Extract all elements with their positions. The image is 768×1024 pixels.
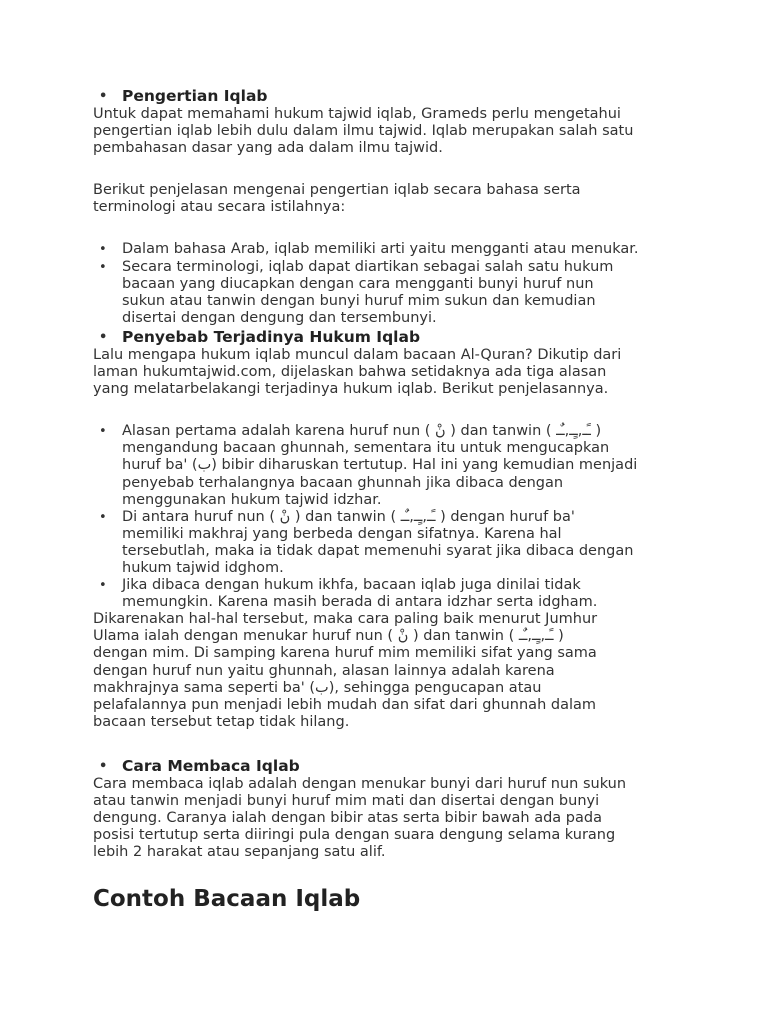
paragraph-intro (93, 106, 693, 157)
text-line: sukun atau tanwin dengan bunyi huruf mim sukun dan kemudian (122, 292, 596, 309)
bullet-icon: • (99, 259, 107, 275)
bullet-icon: • (99, 509, 107, 525)
text-line: Dikarenakan hal-hal tersebut, maka cara paling baik menurut Jumhur (93, 611, 598, 628)
text-line: atau tanwin menjadi bunyi huruf mim mati dan disertai dengan bunyi (93, 793, 600, 809)
paragraph-cause-lead (93, 347, 693, 398)
text-line: pelafalannya pun menjadi lebih mudah dan sifat dari ghunnah dalam (93, 696, 596, 713)
text-line: Alasan pertama adalah karena huruf nun ( نْ ) dan tanwin ( ـًـ,ـٍـ,ـٌـ ) (122, 423, 602, 440)
heading-pengertian-iqlab (93, 86, 693, 106)
text-line: dengan mim. Di samping karena huruf mim memiliki sifat yang sama (93, 645, 597, 662)
bullet-icon: • (99, 89, 108, 104)
list-item (93, 241, 693, 258)
text-line: Ulama ialah dengan menukar huruf nun ( نْ ) dan tanwin ( ـًـ,ـٍـ,ـٌـ ) (93, 628, 564, 645)
text-line: bacaan tersebut tetap tidak hilang. (93, 713, 350, 730)
bullet-icon: • (99, 758, 108, 774)
heading-text: Pengertian Iqlab (122, 87, 268, 105)
reasons-list (93, 423, 693, 611)
text-line: Jika dibaca dengan hukum ikhfa, bacaan iqlab juga dinilai tidak (122, 577, 581, 594)
text-line: Untuk dapat memahami hukum tajwid iqlab, Grameds perlu mengetahui (93, 106, 621, 122)
bullet-icon: • (99, 329, 108, 345)
bullet-icon: • (99, 424, 107, 440)
heading-text: Penyebab Terjadinya Hukum Iqlab (122, 327, 421, 346)
text-line: Berikut penjelasan mengenai pengertian iqlab secara bahasa serta (93, 182, 581, 199)
text-line: Cara membaca iqlab adalah dengan menukar bunyi dari huruf nun sukun (93, 775, 627, 792)
text-line: bacaan yang diucapkan dengan cara mengganti bunyi huruf nun (122, 275, 594, 292)
text-line: pembahasan dasar yang ada dalam ilmu tajwid. (93, 140, 443, 157)
text-line: penyebab terhalangnya bacaan ghunnah jika dibaca dengan (122, 474, 564, 491)
text-line: tersebutlah, maka ia tidak dapat memenuhi syarat jika dibaca dengan (122, 542, 634, 559)
heading-text: Cara Membaca Iqlab (122, 756, 300, 775)
text-line: menggunakan hukum tajwid idzhar. (122, 491, 382, 508)
heading-penyebab-iqlab (93, 327, 693, 347)
heading-contoh-bacaan-iqlab: Contoh Bacaan Iqlab (93, 886, 361, 913)
text-line: terminologi atau secara istilahnya: (93, 199, 346, 216)
text-line: makhrajnya sama seperti ba' (ب), sehingga pengucapan atau (93, 679, 542, 696)
paragraph-definition-lead (93, 182, 693, 216)
text-line: Lalu mengapa hukum iqlab muncul dalam bacaan Al-Quran? Dikutip dari (93, 346, 622, 363)
paragraph-how-to-read (93, 776, 693, 861)
text-line: laman hukumtajwid.com, dijelaskan bahwa setidaknya ada tiga alasan (93, 364, 607, 381)
text-line: huruf ba' (ب) bibir diharuskan tertutup. Hal ini yang kemudian menjadi (122, 457, 638, 474)
list-item (93, 423, 693, 508)
heading-cara-membaca-iqlab (93, 756, 693, 776)
text-line: dengung. Caranya ialah dengan bibir atas serta bibir bawah ada pada (93, 810, 602, 827)
text-line: memungkin. Karena masih berada di antara idzhar serta idgham. (122, 594, 598, 611)
list-item (93, 509, 693, 577)
paragraph-conclusion (93, 611, 693, 731)
bullet-icon: • (99, 242, 107, 258)
text-line: mengandung bacaan ghunnah, sementara itu untuk mengucapkan (122, 440, 610, 457)
text-line: memiliki makhraj yang berbeda dengan sifatnya. Karena hal (122, 525, 562, 542)
text-line: Dalam bahasa Arab, iqlab memiliki arti yaitu mengganti atau menukar. (122, 241, 639, 258)
text-line: Secara terminologi, iqlab dapat diartikan sebagai salah satu hukum (122, 258, 614, 275)
text-line: dengan huruf nun yaitu ghunnah, alasan lainnya adalah karena (93, 662, 555, 679)
document-page (93, 86, 693, 913)
list-item (93, 259, 693, 327)
bullet-icon: • (99, 578, 107, 594)
list-item (93, 577, 693, 611)
text-line: pengertian iqlab lebih dulu dalam ilmu tajwid. Iqlab merupakan salah satu (93, 123, 634, 140)
text-line: Di antara huruf nun ( نْ ) dan tanwin ( ـًـ,ـٍـ,ـٌـ ) dengan huruf ba' (122, 508, 575, 525)
text-line: yang melatarbelakangi terjadinya hukum iqlab. Berikut penjelasannya. (93, 381, 609, 398)
text-line: disertai dengan dengung dan tersembunyi. (122, 309, 437, 326)
definition-list (93, 241, 693, 326)
text-line: lebih 2 harakat atau sepanjang satu alif. (93, 844, 386, 861)
text-line: hukum tajwid idghom. (122, 559, 284, 576)
text-line: posisi tertutup serta diiringi pula dengan suara dengung selama kurang (93, 827, 616, 844)
